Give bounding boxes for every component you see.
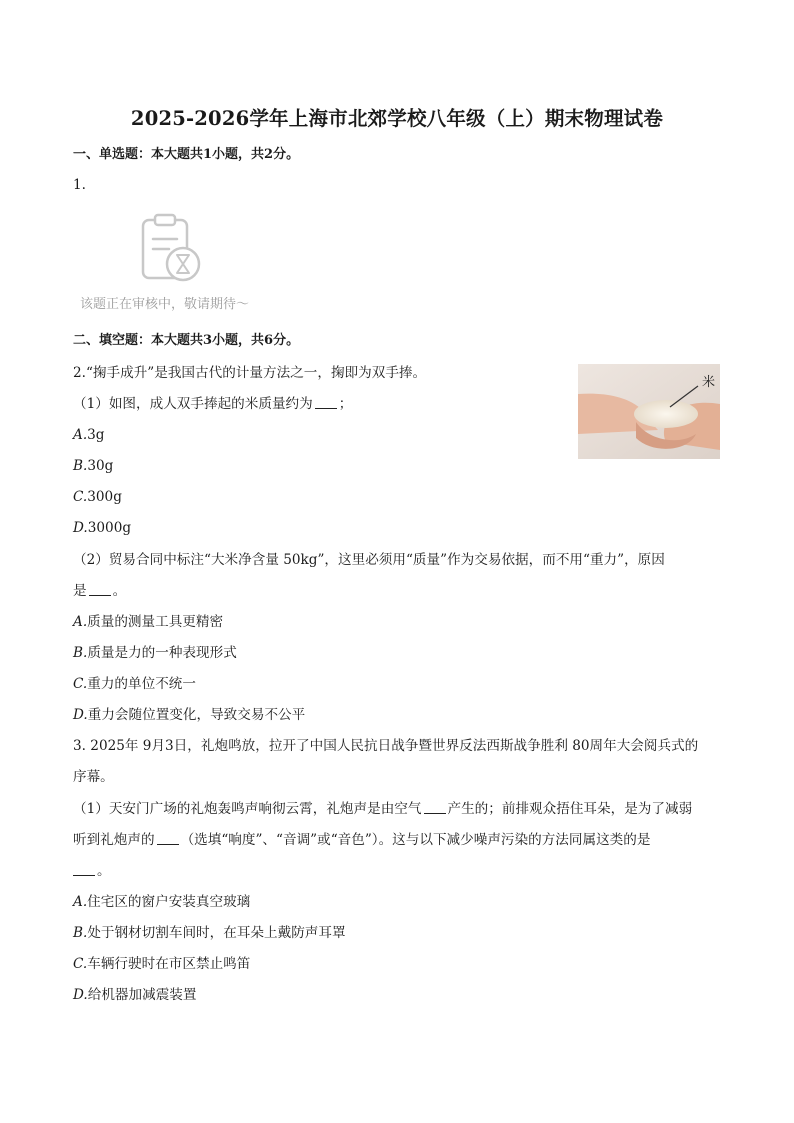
option-text: 住宅区的窗户安装真空玻璃 bbox=[87, 894, 251, 910]
q3-option-c bbox=[73, 955, 250, 973]
question-2-part-2-line-2 bbox=[73, 582, 126, 600]
option-text: 质量的测量工具更精密 bbox=[87, 614, 224, 630]
clipboard-hourglass-icon bbox=[139, 212, 209, 286]
answer-blank[interactable] bbox=[157, 832, 179, 845]
option-letter: B. bbox=[73, 925, 88, 941]
question-3-stem-line-1: 3. 2025年 9月3日，礼炮鸣放，拉开了中国人民抗日战争暨世界反法西斯战争胜利 80周年大会阅兵式的 bbox=[73, 738, 699, 754]
q2-part1-option-a bbox=[73, 426, 105, 444]
q2-part1-option-d bbox=[73, 519, 131, 537]
q2-part1-option-c bbox=[73, 488, 122, 506]
option-letter: B. bbox=[73, 458, 88, 474]
section-2-heading: 二、填空题：本大题共3小题，共6分。 bbox=[73, 333, 300, 348]
question-3-part-1-line-1 bbox=[73, 800, 692, 818]
option-text: 给机器加减震装置 bbox=[87, 987, 197, 1003]
question-2-part-2-text: 是 bbox=[73, 583, 87, 599]
option-letter: A. bbox=[73, 614, 88, 630]
option-text: 处于钢材切割车间时，在耳朵上戴防声耳罩 bbox=[87, 925, 346, 941]
q2-part1-option-b bbox=[73, 457, 113, 475]
question-3-part-1-end: 。 bbox=[97, 863, 111, 879]
option-letter: C. bbox=[73, 676, 88, 692]
question-2-part-2-end: 。 bbox=[112, 583, 127, 599]
option-letter: C. bbox=[73, 956, 88, 972]
answer-blank[interactable] bbox=[315, 396, 337, 409]
pending-review-placeholder bbox=[73, 205, 273, 315]
option-letter: B. bbox=[73, 645, 88, 661]
question-3-part-1-line-3 bbox=[73, 862, 111, 880]
q3-option-a bbox=[73, 893, 250, 911]
section-1-heading: 一、单选题：本大题共1小题，共2分。 bbox=[73, 147, 300, 162]
question-2-part-1-end: ； bbox=[338, 396, 353, 412]
question-1-number: 1. bbox=[73, 177, 86, 193]
rice-label: 米 bbox=[702, 375, 716, 390]
q3-option-b bbox=[73, 924, 346, 942]
q2-part2-option-c bbox=[73, 675, 196, 693]
option-text: 重力会随位置变化，导致交易不公平 bbox=[87, 707, 306, 723]
option-letter: D. bbox=[73, 987, 88, 1003]
question-3-part-1-text: 产生的；前排观众捂住耳朵，是为了减弱 bbox=[447, 801, 693, 817]
option-text: 3000g bbox=[87, 520, 132, 536]
option-letter: D. bbox=[73, 520, 88, 536]
option-text: 重力的单位不统一 bbox=[87, 676, 196, 692]
question-2-part-2-line-1: （2）贸易合同中标注“大米净含量 50kg”，这里必须用“质量”作为交易依据，而不用“重力”，原因 bbox=[73, 552, 665, 568]
rice-in-hands-photo bbox=[578, 364, 720, 459]
exam-title: 2025-2026学年上海市北郊学校八年级（上）期末物理试卷 bbox=[130, 107, 664, 130]
question-2-part-1-text: （1）如图，成人双手捧起的米质量约为 bbox=[73, 396, 313, 412]
option-letter: A. bbox=[73, 894, 88, 910]
option-letter: C. bbox=[73, 489, 88, 505]
option-letter: D. bbox=[73, 707, 88, 723]
q2-part2-option-d bbox=[73, 706, 305, 724]
question-3-part-1-text: 听到礼炮声的 bbox=[73, 832, 155, 848]
question-3-part-1-text: （选填“响度”、“音调”或“音色”）。这与以下减少噪声污染的方法同属这类的是 bbox=[180, 832, 651, 848]
pending-review-text: 该题正在审核中，敬请期待～ bbox=[80, 297, 250, 312]
q2-part2-option-a bbox=[73, 613, 223, 631]
question-3-stem-line-2: 序幕。 bbox=[73, 769, 114, 785]
q3-option-d bbox=[73, 986, 197, 1004]
answer-blank[interactable] bbox=[89, 583, 111, 596]
q2-part2-option-b bbox=[73, 644, 237, 662]
option-letter: A. bbox=[73, 427, 88, 443]
option-text: 质量是力的一种表现形式 bbox=[87, 645, 237, 661]
option-text: 30g bbox=[87, 458, 114, 474]
question-3-part-1-line-2 bbox=[73, 831, 650, 849]
question-2-stem: 2.“掬手成升”是我国古代的计量方法之一，掬即为双手捧。 bbox=[73, 365, 427, 381]
option-text: 车辆行驶时在市区禁止鸣笛 bbox=[87, 956, 251, 972]
question-3-part-1-text: （1）天安门广场的礼炮轰鸣声响彻云霄，礼炮声是由空气 bbox=[73, 801, 422, 817]
question-2-part-1 bbox=[73, 395, 352, 413]
option-text: 3g bbox=[87, 427, 105, 443]
option-text: 300g bbox=[87, 489, 122, 505]
answer-blank[interactable] bbox=[424, 801, 446, 814]
answer-blank[interactable] bbox=[73, 863, 95, 876]
